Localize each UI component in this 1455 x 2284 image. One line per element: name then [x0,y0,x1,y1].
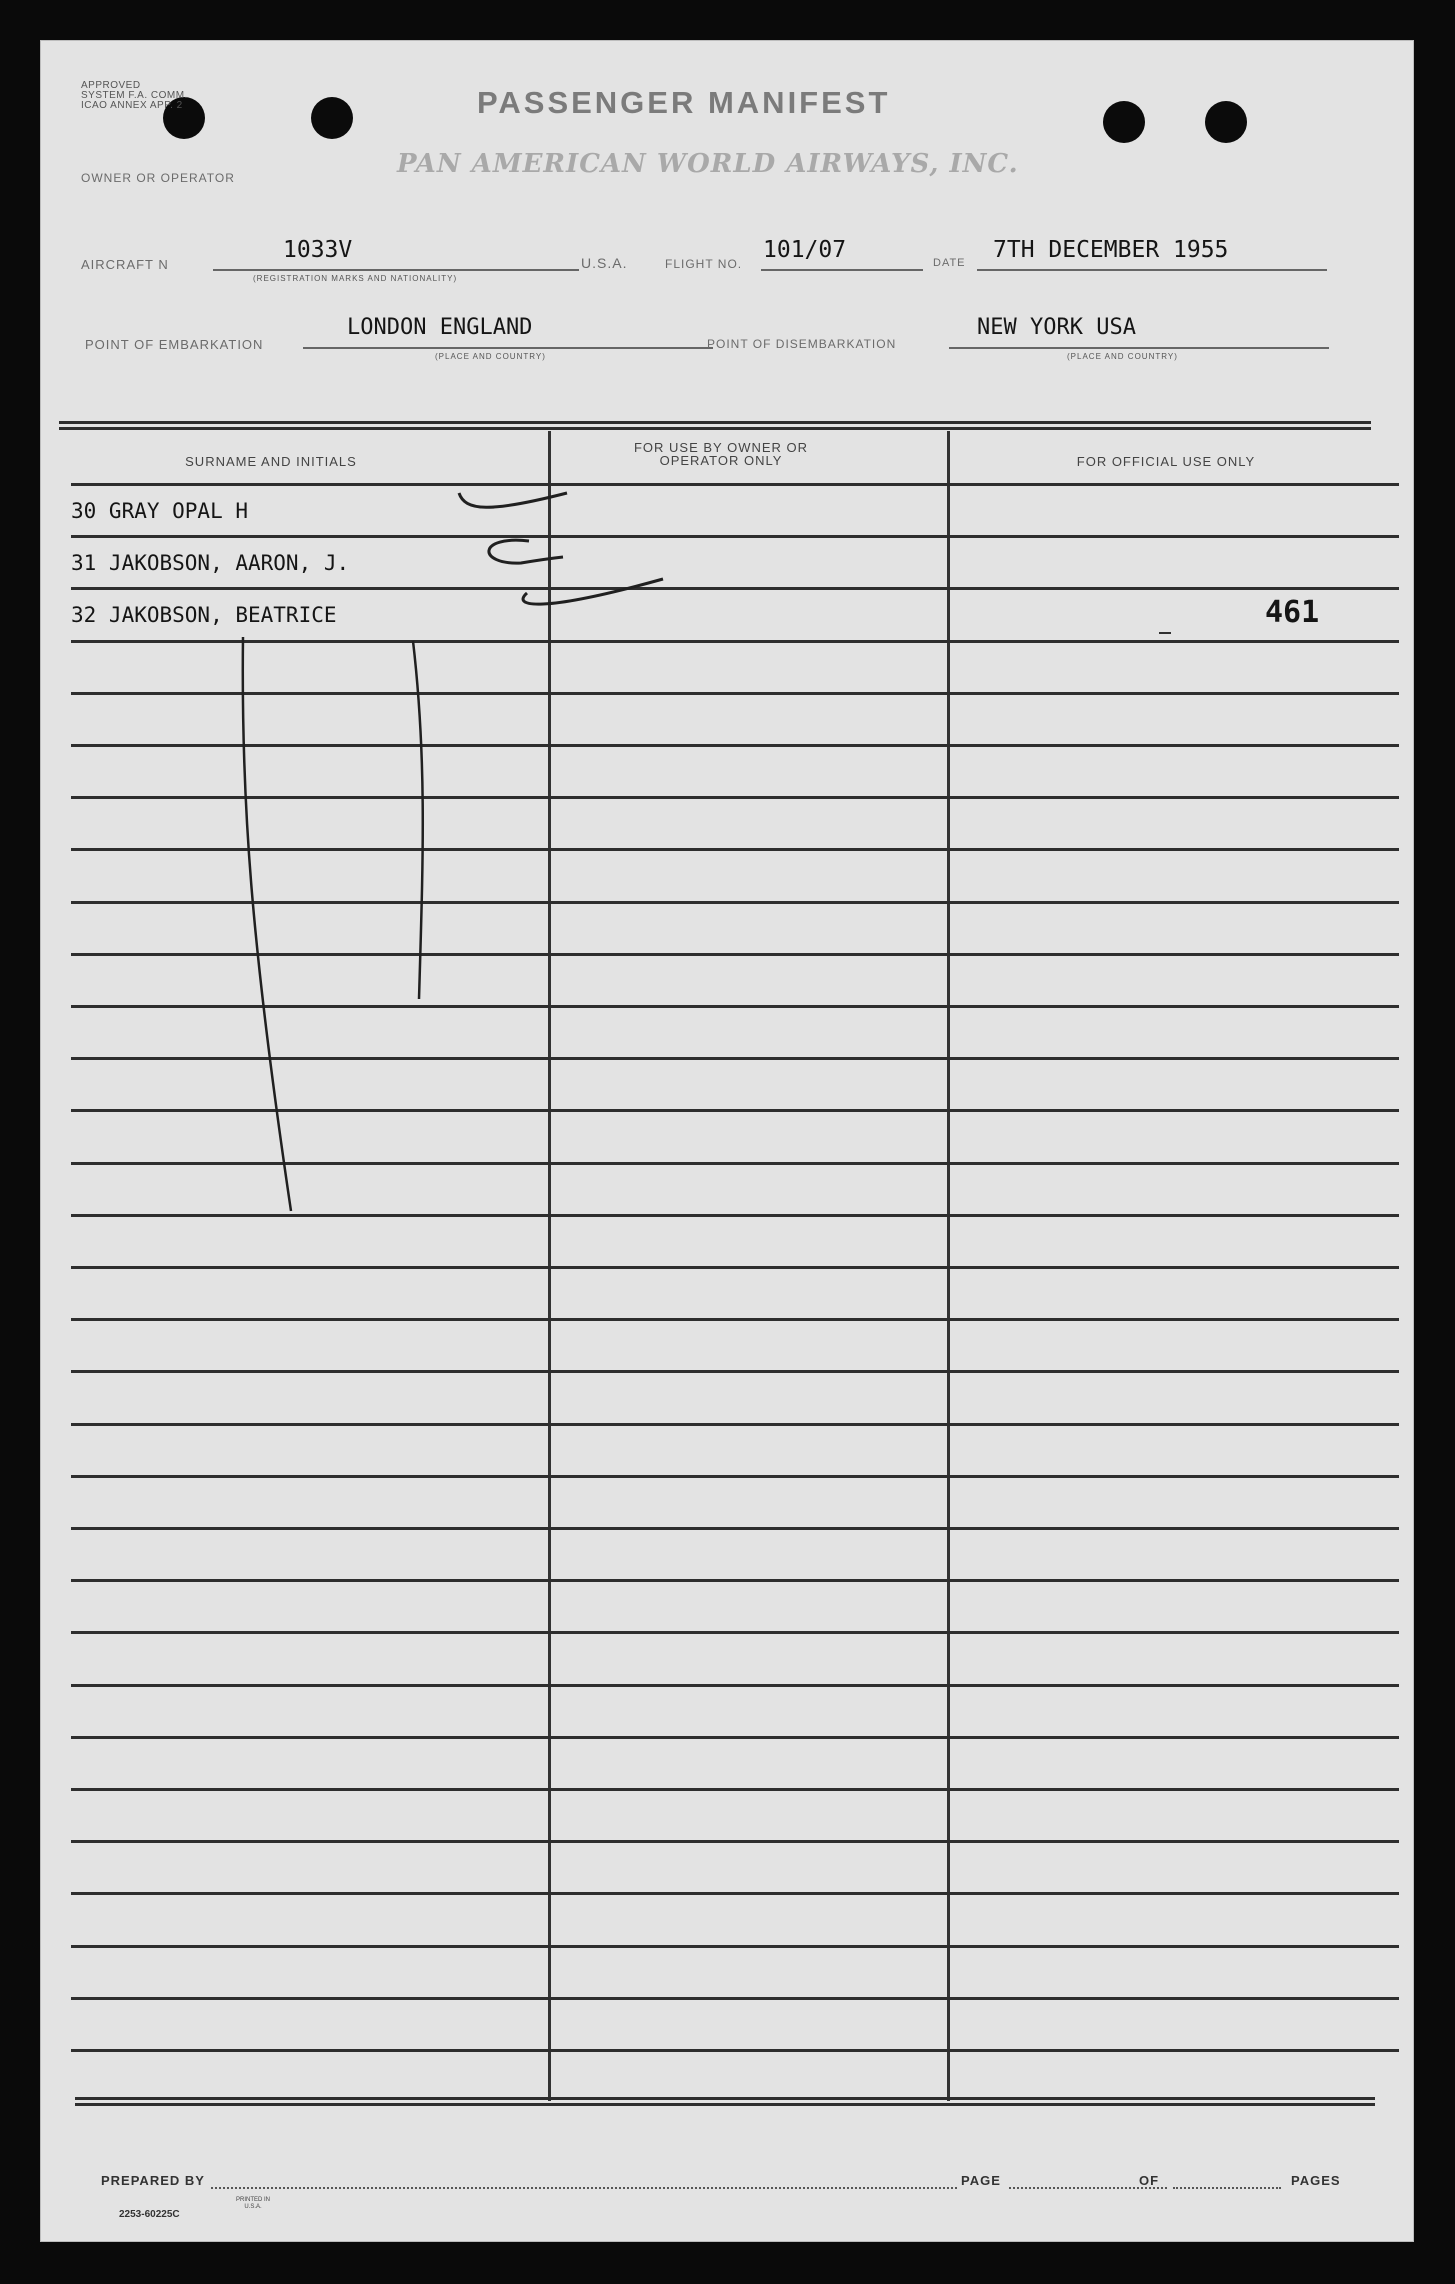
column-header-official: FOR OFFICIAL USE ONLY [1076,454,1256,469]
disembarkation-value: NEW YORK USA [977,315,1136,340]
official-use-number: 461 [1265,595,1320,630]
checkmark-ink [459,493,567,507]
form-title: PASSENGER MANIFEST [477,85,891,120]
date-label: DATE [933,257,966,269]
printed-mark: PRINTED IN U.S.A. [235,2197,270,2210]
date-value: 7TH DECEMBER 1955 [993,237,1229,263]
approval-line: APPROVED [81,80,141,91]
passenger-row-name: 31 JAKOBSON, AARON, J. [71,551,350,575]
flight-label: FLIGHT NO. [665,257,743,271]
of-leader [1173,2187,1281,2189]
approval-line: ICAO ANNEX APP. 2 [81,100,183,111]
registration-caption: (REGISTRATION MARKS AND NATIONALITY) [253,274,458,283]
approval-line: SYSTEM F.A. COMM. [81,90,188,101]
form-number: 2253-60225C [119,2209,180,2220]
prepared-label: PREPARED BY [101,2173,205,2188]
owner-label: OWNER OR OPERATOR [81,171,235,185]
table-bottom-rule [75,2097,1375,2106]
page-label: PAGE [961,2173,1001,2188]
flight-value: 101/07 [763,237,847,263]
checkmark-ink [489,540,563,563]
bracket-line-ink [243,637,291,1211]
checkmark-ink [523,579,663,604]
disembarkation-caption: (PLACE AND COUNTRY) [1067,352,1178,361]
aircraft-value: 1033V [283,237,353,263]
of-label: OF [1139,2173,1160,2188]
pages-label: PAGES [1291,2173,1341,2188]
owner-value: PAN AMERICAN WORLD AIRWAYS, INC. [397,149,1019,179]
prepared-leader [211,2187,957,2189]
usa-label: U.S.A. [581,255,628,271]
passenger-row-name: 32 JAKOBSON, BEATRICE [71,603,337,627]
embarkation-caption: (PLACE AND COUNTRY) [435,352,546,361]
manifest-page [40,40,1414,2242]
column-header-surname: SURNAME AND INITIALS [185,454,357,469]
bracket-line-ink [413,641,423,999]
embarkation-value: LONDON ENGLAND [347,315,533,340]
column-header-operator: FOR USE BY OWNER OR OPERATOR ONLY [633,440,809,468]
passenger-row-name: 30 GRAY OPAL H [71,499,249,523]
aircraft-label: AIRCRAFT N [81,257,169,272]
embarkation-label: POINT OF EMBARKATION [85,337,264,352]
disembarkation-label: POINT OF DISEMBARKATION [707,337,897,351]
handwritten-marks [41,41,1413,2241]
